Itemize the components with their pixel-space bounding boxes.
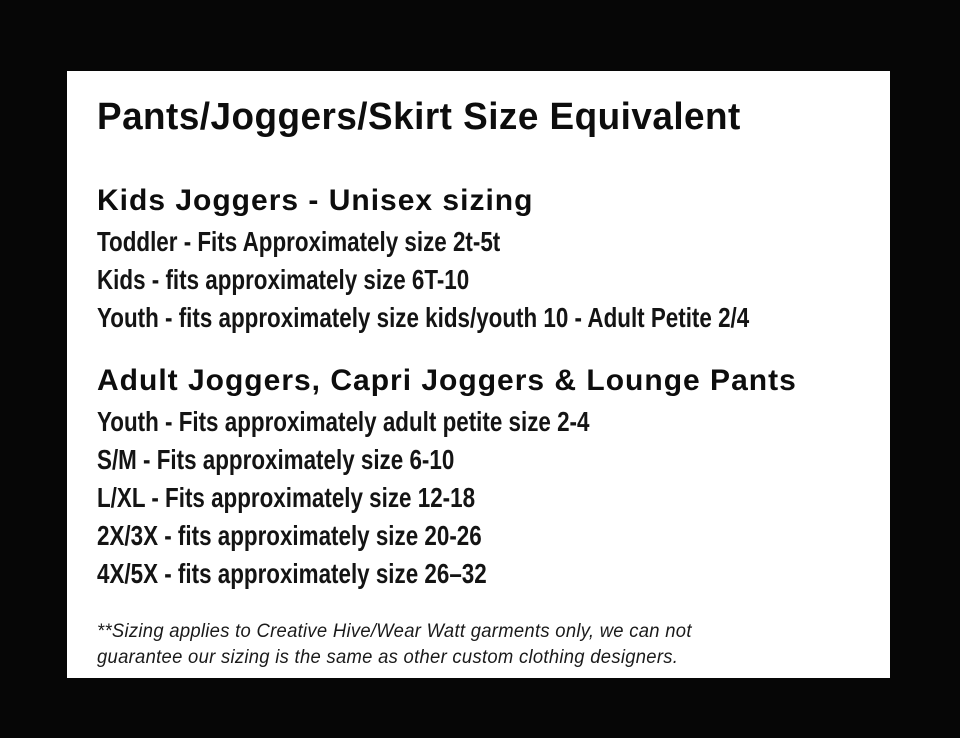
size-line-4x5x: 4X/5X - fits approximately size 26–32: [97, 558, 487, 589]
disclaimer-line-2: guarantee our sizing is the same as other custom clothing designers.: [97, 647, 679, 668]
section-adult-joggers: [97, 363, 860, 593]
size-line-kids: Kids - fits approximately size 6T-10: [97, 264, 470, 295]
adult-section-heading: Adult Joggers, Capri Joggers & Lounge Pants: [97, 364, 797, 397]
size-line-youth-adult: Youth - Fits approximately adult petite size 2-4: [97, 406, 590, 437]
section-kids-joggers: [97, 183, 860, 337]
size-line-2x3x: 2X/3X - fits approximately size 20-26: [97, 520, 482, 551]
sizing-disclaimer: [97, 619, 860, 671]
size-line-sm: S/M - Fits approximately size 6-10: [97, 444, 455, 475]
disclaimer-line-1: **Sizing applies to Creative Hive/Wear Watt garments only, we can not: [97, 621, 692, 642]
size-line-toddler: Toddler - Fits Approximately size 2t-5t: [97, 226, 501, 257]
size-line-lxl: L/XL - Fits approximately size 12-18: [97, 482, 476, 513]
size-line-youth-kids: Youth - fits approximately size kids/youth 10 - Adult Petite 2/4: [97, 302, 750, 333]
kids-section-heading: Kids Joggers - Unisex sizing: [97, 184, 534, 217]
size-chart-card: [67, 71, 890, 678]
page-title: Pants/Joggers/Skirt Size Equivalent: [97, 96, 741, 138]
